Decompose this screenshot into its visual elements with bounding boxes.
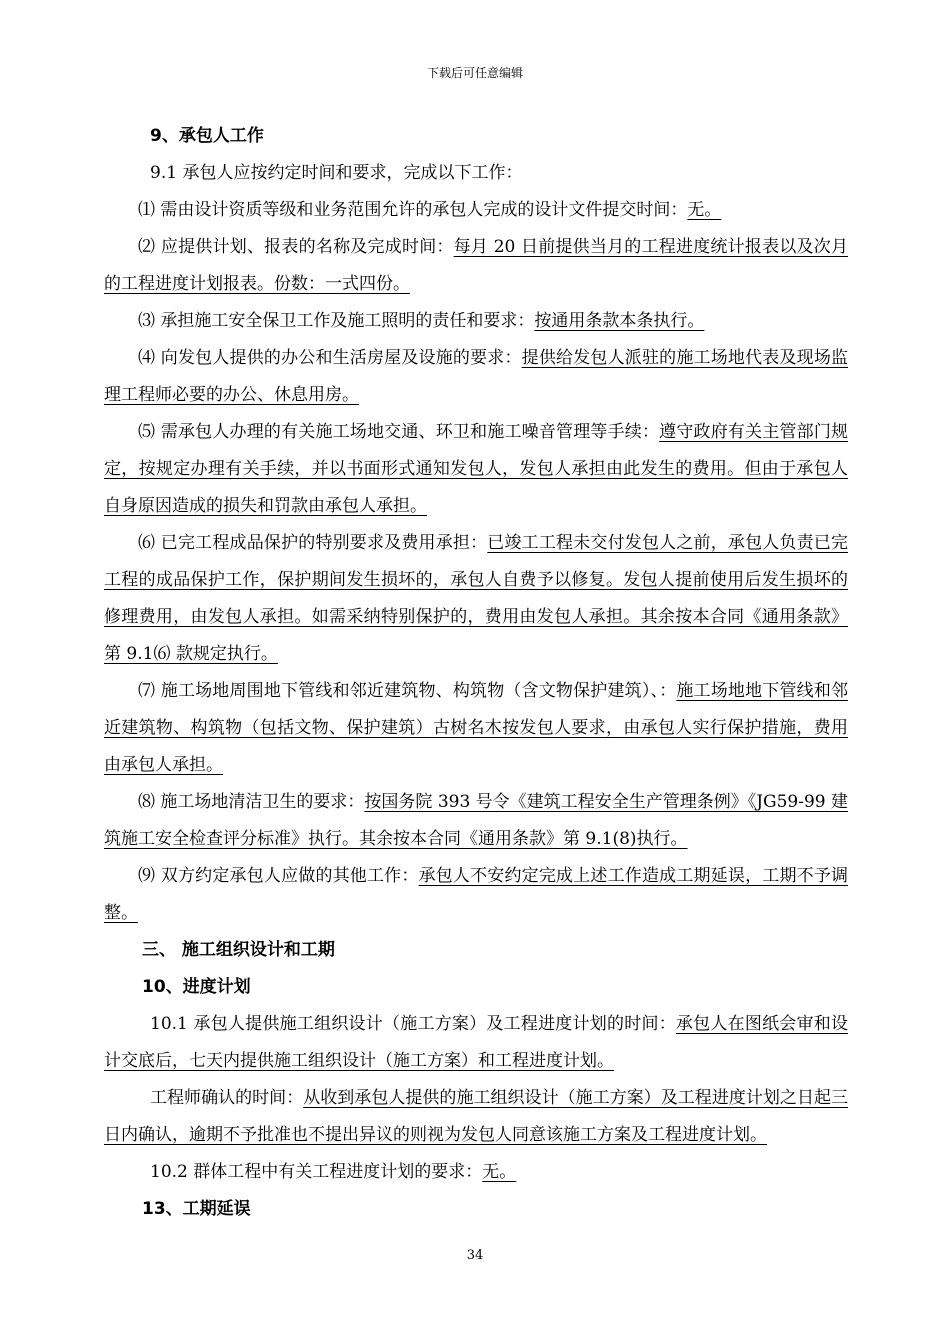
item-1	[104, 192, 848, 229]
item-3-value: 按通用条款本条执行。	[534, 311, 705, 331]
page-header: 下载后可任意编辑	[426, 66, 523, 80]
page-number: 34	[466, 1248, 484, 1263]
section-9-title: 9、承包人工作	[150, 126, 264, 146]
section-13-title: 13、工期延误	[142, 1199, 251, 1219]
item-4	[104, 340, 848, 414]
item-7-value: 施工场地地下管线和邻近建筑物、构筑物（包括文物、保护建筑）古树名木按发包人要求，由承包人实行保护措施，费用由承包人承担。	[104, 681, 849, 775]
item-4-label: ⑷ 向发包人提供的办公和生活房屋及设施的要求：	[138, 348, 522, 368]
clause-10-2-value: 无。	[482, 1162, 517, 1182]
item-2-label: ⑵ 应提供计划、报表的名称及完成时间：	[138, 237, 454, 257]
item-9-label: ⑼ 双方约定承包人应做的其他工作：	[138, 866, 419, 886]
item-3	[104, 303, 848, 340]
section-10-title: 10、进度计划	[142, 977, 251, 997]
clause-10-2	[104, 1154, 848, 1191]
item-9-value: 承包人不安约定完成上述工作造成工期延误，工期不予调整。	[104, 866, 849, 923]
clause-10-1-value: 承包人在图纸会审和设计交底后，七天内提供施工组织设计（施工方案）和工程进度计划。	[104, 1014, 848, 1071]
clause-10-1	[104, 1006, 848, 1080]
item-7	[104, 673, 848, 784]
item-7-label: ⑺ 施工场地周围地下管线和邻近建筑物、构筑物（含文物保护建筑）、：	[138, 681, 677, 701]
document-body	[104, 118, 848, 1228]
clause-10-confirm-value: 从收到承包人提供的施工组织设计（施工方案）及工程进度计划之日起三日内确认，逾期不予批准也不提出异议的则视为发包人同意该施工方案及工程进度计划。	[104, 1088, 849, 1145]
item-8	[104, 784, 848, 858]
item-3-label: ⑶ 承担施工安全保卫工作及施工照明的责任和要求：	[138, 311, 535, 331]
item-8-value: 按国务院 393 号令《建筑工程安全生产管理条例》《JG59-99 建筑施工安全检查评分标准》执行。其余按本合同《通用条款》第 9.1(8)执行。	[104, 792, 849, 849]
clause-10-confirm-label: 工程师确认的时间：	[150, 1088, 304, 1108]
clause-10-2-label: 10.2 群体工程中有关工程进度计划的要求：	[150, 1162, 483, 1182]
clause-9-1: 9.1 承包人应按约定时间和要求，完成以下工作：	[150, 163, 523, 183]
item-5	[104, 414, 848, 525]
item-8-label: ⑻ 施工场地清洁卫生的要求：	[138, 792, 365, 812]
clause-10-confirm	[104, 1080, 848, 1154]
item-1-value: 无。	[687, 200, 722, 220]
item-1-label: ⑴ 需由设计资质等级和业务范围允许的承包人完成的设计文件提交时间：	[138, 200, 688, 220]
item-2-value: 每月 20 日前提供当月的工程进度统计报表以及次月的工程进度计划报表。份数：一式四份。	[104, 237, 848, 294]
item-6	[104, 525, 848, 673]
clause-10-1-label: 10.1 承包人提供施工组织设计（施工方案）及工程进度计划的时间：	[150, 1014, 676, 1034]
item-4-value: 提供给发包人派驻的施工场地代表及现场监理工程师必要的办公、休息用房。	[104, 348, 849, 405]
section-3-title: 三、 施工组织设计和工期	[142, 940, 335, 960]
item-6-value: 已竣工工程未交付发包人之前，承包人负责已完工程的成品保护工作，保护期间发生损坏的，承包人自费予以修复。发包人提前使用后发生损坏的修理费用，由发包人承担。如需采纳特别保护的，费用由发包人承担。其余按本合同《通用条款》第 9.1⑹ 款规定执行。	[104, 533, 849, 664]
item-5-label: ⑸ 需承包人办理的有关施工场地交通、环卫和施工噪音管理等手续：	[138, 422, 660, 442]
item-5-value: 遵守政府有关主管部门规定，按规定办理有关手续，并以书面形式通知发包人，发包人承担由此发生的费用。但由于承包人自身原因造成的损失和罚款由承包人承担。	[104, 422, 849, 516]
item-2	[104, 229, 848, 303]
item-9	[104, 858, 848, 932]
item-6-label: ⑹ 已完工程成品保护的特别要求及费用承担：	[138, 533, 488, 553]
